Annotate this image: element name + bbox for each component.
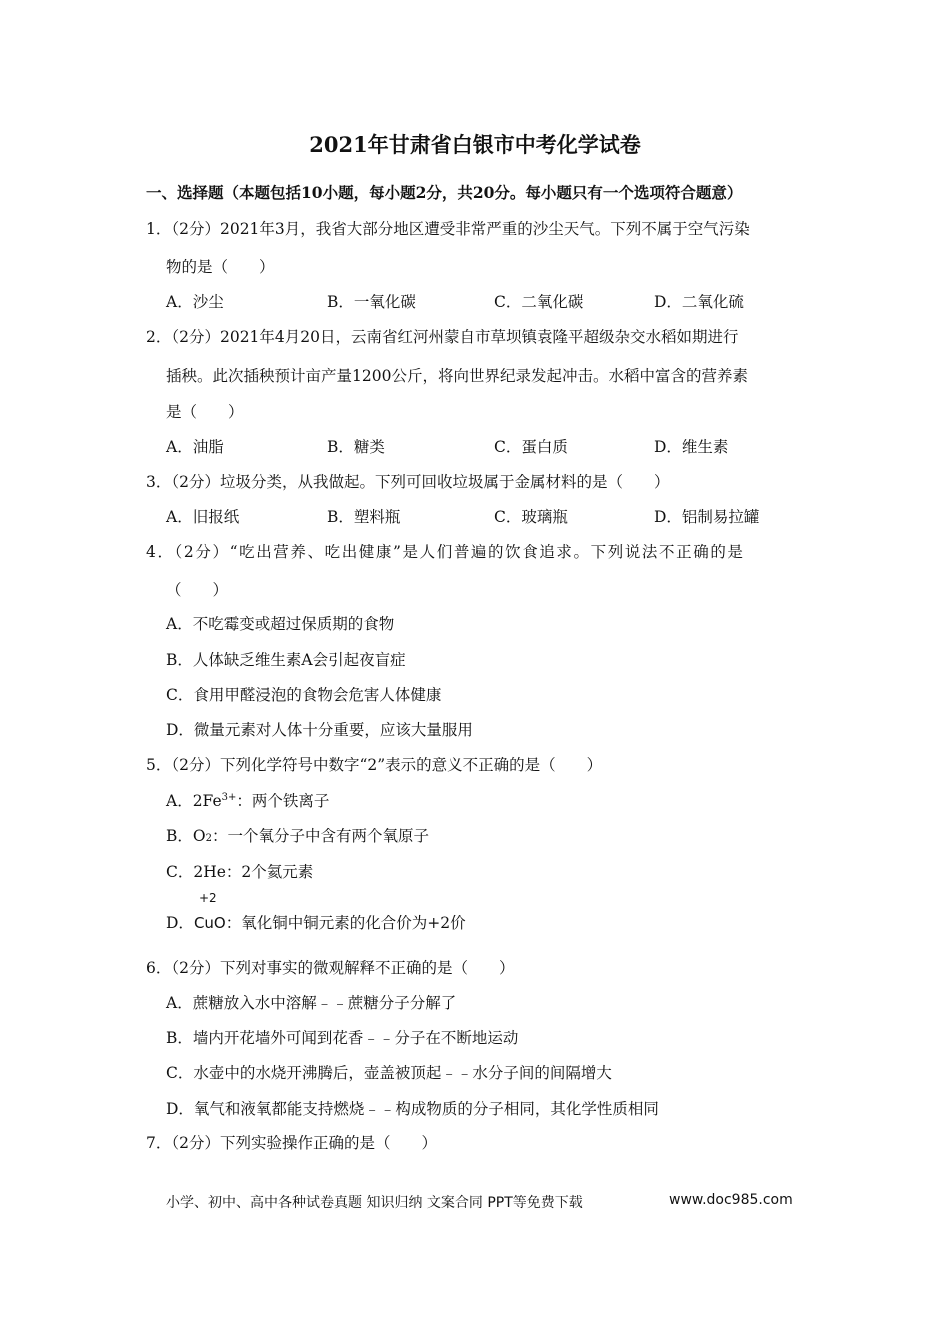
exam-title: 2021年甘肃省白银市中考化学试卷 (309, 132, 641, 157)
option-a-text: ：两个铁离子 (236, 792, 330, 810)
question-4-option-c: C．食用甲醛浸泡的食物会危害人体健康 (166, 686, 442, 704)
section-heading: 一、选择题（本题包括10小题，每小题2分，共20分。每小题只有一个选项符合题意） (146, 183, 743, 202)
question-3-option-a: A．旧报纸 (166, 508, 240, 526)
question-5-line-1: 5．（2分）下列化学符号中数字“2”表示的意义不正确的是（ ） (146, 756, 603, 774)
valence-mark: +2 (199, 891, 217, 905)
question-3-option-d: D．铝制易拉罐 (654, 508, 760, 526)
question-2-line-2: 插秧。此次插秧预计亩产量1200公斤，将向世界纪录发起冲击。水稻中富含的营养素 (166, 367, 748, 385)
question-4-option-d: D．微量元素对人体十分重要，应该大量服用 (166, 721, 473, 739)
question-3-line-1: 3．（2分）垃圾分类，从我做起。下列可回收垃圾属于金属材料的是（ ） (146, 473, 670, 491)
option-d-text: ：氧化铜中铜元素的化合价为+2价 (225, 914, 466, 932)
question-5-option-a (166, 789, 329, 811)
question-3-option-b: B．塑料瓶 (327, 508, 401, 526)
question-6-option-c: C．水壶中的水烧开沸腾后，壶盖被顶起﹣﹣水分子间的间隔增大 (166, 1064, 612, 1082)
question-6-line-1: 6．（2分）下列对事实的微观解释不正确的是（ ） (146, 959, 515, 977)
option-b-prefix: B．O (166, 827, 206, 845)
question-1-line-1: 1．（2分）2021年3月，我省大部分地区遭受非常严重的沙尘天气。下列不属于空气污染 (146, 220, 750, 238)
ion-charge: 3+ (221, 791, 237, 803)
footer-url[interactable]: www.doc985.com (669, 1192, 793, 1208)
question-2-option-d: D．维生素 (654, 438, 729, 456)
footer-promo-text: 小学、初中、高中各种试卷真题 知识归纳 文案合同 PPT等免费下载 (166, 1195, 583, 1211)
question-1-option-c: C．二氧化碳 (494, 293, 584, 311)
question-5-option-b (166, 824, 429, 846)
question-2-option-b: B．糖类 (327, 438, 385, 456)
question-4-line-2: （ ） (166, 581, 229, 599)
option-b-text: ：一个氧分子中含有两个氧原子 (211, 827, 429, 845)
subscript-2: 2 (205, 833, 212, 844)
question-1-line-2: 物的是（ ） (166, 258, 275, 276)
option-d-prefix: D． (166, 914, 194, 932)
question-4-line-1: 4．（2分）“吃出营养、吃出健康”是人们普遍的饮食追求。下列说法不正确的是 (146, 543, 745, 561)
question-2-option-c: C．蛋白质 (494, 438, 568, 456)
option-a-prefix: A．2Fe (166, 792, 222, 810)
question-2-line-3: 是（ ） (166, 403, 244, 421)
question-5-option-c: C．2He：2个氦元素 (166, 863, 314, 881)
question-6-option-d: D．氧气和液氧都能支持燃烧﹣﹣构成物质的分子相同，其化学性质相同 (166, 1100, 659, 1118)
question-4-option-b: B．人体缺乏维生素A会引起夜盲症 (166, 651, 406, 669)
question-5-option-d (166, 911, 466, 933)
question-1-option-b: B．一氧化碳 (327, 293, 416, 311)
formula-cuo: CuO (193, 914, 226, 932)
question-7-line-1: 7．（2分）下列实验操作正确的是（ ） (146, 1134, 437, 1152)
question-3-option-c: C．玻璃瓶 (494, 508, 568, 526)
question-1-option-d: D．二氧化硫 (654, 293, 744, 311)
question-6-option-a: A．蔗糖放入水中溶解﹣﹣蔗糖分子分解了 (166, 994, 457, 1012)
question-6-option-b: B．墙内开花墙外可闻到花香﹣﹣分子在不断地运动 (166, 1029, 519, 1047)
question-2-line-1: 2．（2分）2021年4月20日，云南省红河州蒙自市草坝镇袁隆平超级杂交水稻如期进行 (146, 328, 739, 346)
question-4-option-a: A．不吃霉变或超过保质期的食物 (166, 615, 395, 633)
question-1-option-a: A．沙尘 (166, 293, 224, 311)
question-2-option-a: A．油脂 (166, 438, 224, 456)
